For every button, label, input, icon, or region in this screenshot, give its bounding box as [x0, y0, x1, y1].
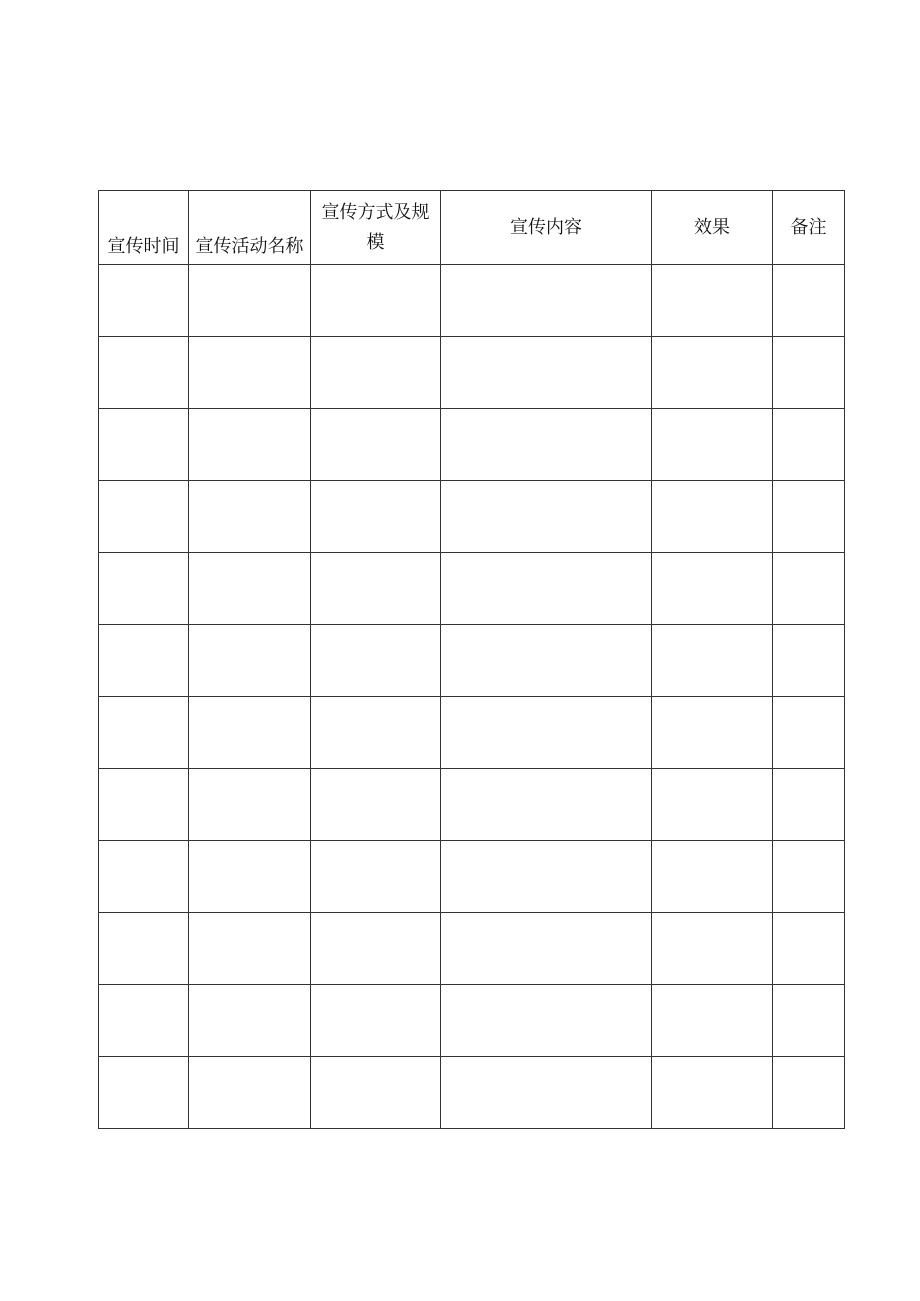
table-cell[interactable] [311, 337, 441, 409]
table-cell[interactable] [99, 841, 189, 913]
table-cell[interactable] [441, 337, 652, 409]
table-cell[interactable] [652, 481, 773, 553]
table-cell[interactable] [311, 913, 441, 985]
table-row [99, 1057, 845, 1129]
header-row [99, 191, 845, 265]
table-cell[interactable] [652, 985, 773, 1057]
header-activity-name: 宣传活动名称 [189, 191, 311, 265]
table-row [99, 697, 845, 769]
table-cell[interactable] [652, 697, 773, 769]
table-cell[interactable] [311, 1057, 441, 1129]
table-cell[interactable] [773, 769, 845, 841]
table-cell[interactable] [99, 481, 189, 553]
table-cell[interactable] [773, 409, 845, 481]
table-cell[interactable] [99, 1057, 189, 1129]
table-cell[interactable] [441, 265, 652, 337]
table-row [99, 985, 845, 1057]
header-publicity-time: 宣传时间 [99, 191, 189, 265]
table-cell[interactable] [773, 265, 845, 337]
table-row [99, 265, 845, 337]
table-cell[interactable] [99, 553, 189, 625]
table-cell[interactable] [773, 697, 845, 769]
header-method-and-scale: 宣传方式及规模 [311, 191, 441, 265]
table-cell[interactable] [652, 769, 773, 841]
table-cell[interactable] [311, 625, 441, 697]
table-row [99, 409, 845, 481]
table-cell[interactable] [652, 1057, 773, 1129]
table-row [99, 625, 845, 697]
table-cell[interactable] [441, 841, 652, 913]
table-cell[interactable] [189, 985, 311, 1057]
table-cell[interactable] [773, 1057, 845, 1129]
table-row [99, 913, 845, 985]
table-row [99, 553, 845, 625]
table-cell[interactable] [311, 769, 441, 841]
table-cell[interactable] [441, 409, 652, 481]
table-cell[interactable] [773, 913, 845, 985]
table-cell[interactable] [652, 265, 773, 337]
table-cell[interactable] [441, 625, 652, 697]
table-cell[interactable] [311, 481, 441, 553]
publicity-record-table [98, 190, 845, 1129]
table-cell[interactable] [441, 553, 652, 625]
header-effect: 效果 [652, 191, 773, 265]
table-cell[interactable] [773, 625, 845, 697]
table-row [99, 337, 845, 409]
table-cell[interactable] [773, 337, 845, 409]
table-cell[interactable] [311, 265, 441, 337]
table-cell[interactable] [99, 697, 189, 769]
table-cell[interactable] [189, 265, 311, 337]
table-cell[interactable] [311, 985, 441, 1057]
table-cell[interactable] [773, 553, 845, 625]
table-cell[interactable] [773, 841, 845, 913]
table-cell[interactable] [652, 409, 773, 481]
table-cell[interactable] [189, 625, 311, 697]
table-cell[interactable] [99, 769, 189, 841]
table-cell[interactable] [311, 841, 441, 913]
table-row [99, 841, 845, 913]
table-cell[interactable] [652, 625, 773, 697]
table-cell[interactable] [773, 985, 845, 1057]
table-cell[interactable] [99, 265, 189, 337]
table-row [99, 481, 845, 553]
table-cell[interactable] [441, 481, 652, 553]
table-cell[interactable] [189, 913, 311, 985]
table-cell[interactable] [99, 409, 189, 481]
table-cell[interactable] [99, 913, 189, 985]
table-cell[interactable] [441, 1057, 652, 1129]
table-cell[interactable] [99, 337, 189, 409]
table-cell[interactable] [311, 409, 441, 481]
table-cell[interactable] [189, 481, 311, 553]
table-cell[interactable] [441, 769, 652, 841]
table-cell[interactable] [652, 913, 773, 985]
table-row [99, 769, 845, 841]
table-cell[interactable] [189, 697, 311, 769]
table-cell[interactable] [99, 985, 189, 1057]
table-cell[interactable] [189, 337, 311, 409]
table-cell[interactable] [441, 697, 652, 769]
table-cell[interactable] [773, 481, 845, 553]
table-cell[interactable] [189, 841, 311, 913]
table-cell[interactable] [652, 553, 773, 625]
table-cell[interactable] [189, 409, 311, 481]
table-cell[interactable] [441, 985, 652, 1057]
table-cell[interactable] [311, 553, 441, 625]
table-cell[interactable] [189, 769, 311, 841]
table-cell[interactable] [441, 913, 652, 985]
table-cell[interactable] [99, 625, 189, 697]
table-cell[interactable] [652, 841, 773, 913]
table-cell[interactable] [311, 697, 441, 769]
table-cell[interactable] [652, 337, 773, 409]
table-cell[interactable] [189, 553, 311, 625]
table-cell[interactable] [189, 1057, 311, 1129]
table-body [99, 265, 845, 1129]
header-content: 宣传内容 [441, 191, 652, 265]
header-remarks: 备注 [773, 191, 845, 265]
